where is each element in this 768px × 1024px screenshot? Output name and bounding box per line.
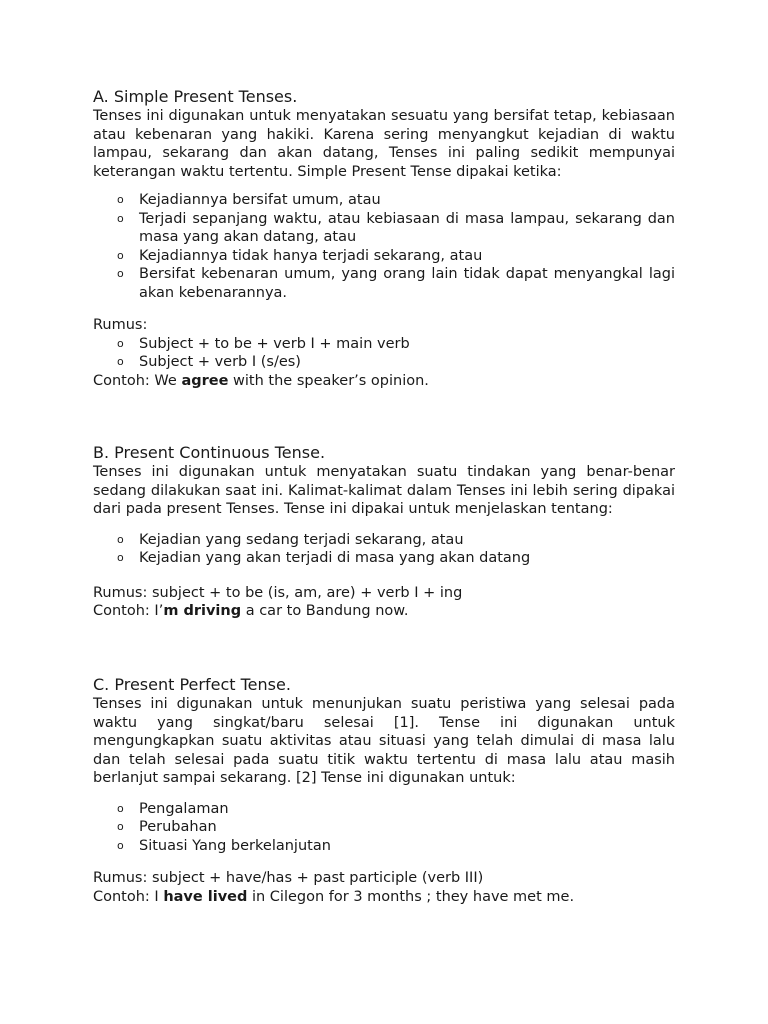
bullet-marker: o	[117, 336, 124, 350]
section-present-perfect	[93, 675, 675, 906]
rumus-list	[93, 335, 675, 372]
bullet-list	[93, 191, 675, 302]
section-paragraph: Tenses ini digunakan untuk menyatakan sesuatu yang bersifat tetap, kebiasaan atau kebenaran yang hakiki. Karena sering menyangkut kejadian di waktu lampau, sekarang dan akan datang, Tenses ini paling sedikit mempunyai keterangan waktu tertentu. Simple Present Tense dipakai ketika:	[93, 108, 675, 180]
rumus-label: Rumus:	[93, 317, 148, 333]
example-highlight: m driving	[163, 603, 242, 619]
bullet-marker: o	[117, 820, 124, 833]
bullet-marker: o	[117, 248, 124, 262]
example-sentence: Contoh: We agree with the speaker’s opinion.	[93, 372, 429, 389]
bullet-marker: o	[117, 267, 124, 280]
list-item: o Situasi Yang berkelanjutan	[117, 837, 331, 854]
section-heading: B. Present Continuous Tense.	[93, 443, 326, 462]
example-highlight: have lived	[163, 888, 248, 905]
section-paragraph: Tenses ini digunakan untuk menyatakan suatu tindakan yang benar-benar sedang dilakukan saat ini. Kalimat-kalimat dalam Tenses ini lebih sering dipakai dari pada present Tenses. Tense ini dipakai untuk menjelaskan tentang:	[93, 464, 675, 517]
bullet-marker: o	[117, 801, 124, 815]
formula-line: Rumus: subject + have/has + past participle (verb III)	[93, 870, 484, 886]
list-item: o Terjadi sepanjang waktu, atau kebiasaan di masa lampau, sekarang dan masa yang akan datang, atau	[117, 210, 675, 245]
bullet-marker: o	[117, 532, 124, 546]
list-item: o Subject + to be + verb I + main verb	[117, 335, 410, 352]
bullet-list	[93, 531, 675, 568]
section-heading: C. Present Perfect Tense.	[93, 675, 291, 694]
section-heading: A. Simple Present Tenses.	[93, 87, 298, 106]
bullet-marker: o	[117, 551, 124, 564]
formula-line: Rumus: subject + to be (is, am, are) + verb I + ing	[93, 584, 463, 601]
example-highlight: agree	[181, 372, 229, 389]
section-paragraph: Tenses ini digunakan untuk menunjukan suatu peristiwa yang selesai pada waktu yang singkat/baru selesai [1]. Tense ini digunakan untuk mengungkapkan suatu aktivitas atau situasi yang telah dimulai di masa lalu dan telah selesai pada suatu titik waktu tertentu di masa lalu atau masih berlanjut sampai sekarang. [2] Tense ini digunakan untuk:	[93, 696, 675, 786]
list-item: o Pengalaman	[117, 800, 229, 817]
list-item: o Perubahan	[117, 819, 217, 835]
list-item: o Subject + verb I (s/es)	[117, 354, 301, 370]
example-sentence: Contoh: I have lived in Cilegon for 3 months ; they have met me.	[93, 888, 575, 905]
bullet-marker: o	[117, 211, 124, 225]
bullet-marker: o	[117, 838, 124, 852]
bullet-marker: o	[117, 193, 124, 206]
list-item: o Kejadian yang sedang terjadi sekarang, atau	[117, 531, 464, 548]
bullet-list	[93, 800, 675, 856]
example-sentence: Contoh: I’m driving a car to Bandung now.	[93, 603, 409, 619]
section-simple-present	[93, 87, 675, 390]
list-item: o Bersifat kebenaran umum, yang orang lain tidak dapat menyangkal lagi akan kebenarannya.	[117, 266, 675, 301]
bullet-marker: o	[117, 355, 124, 368]
list-item: o Kejadian yang akan terjadi di masa yang akan datang	[117, 550, 531, 566]
list-item: o Kejadiannya bersifat umum, atau	[117, 192, 381, 208]
section-present-continuous	[93, 443, 675, 621]
list-item: o Kejadiannya tidak hanya terjadi sekarang, atau	[117, 247, 483, 264]
